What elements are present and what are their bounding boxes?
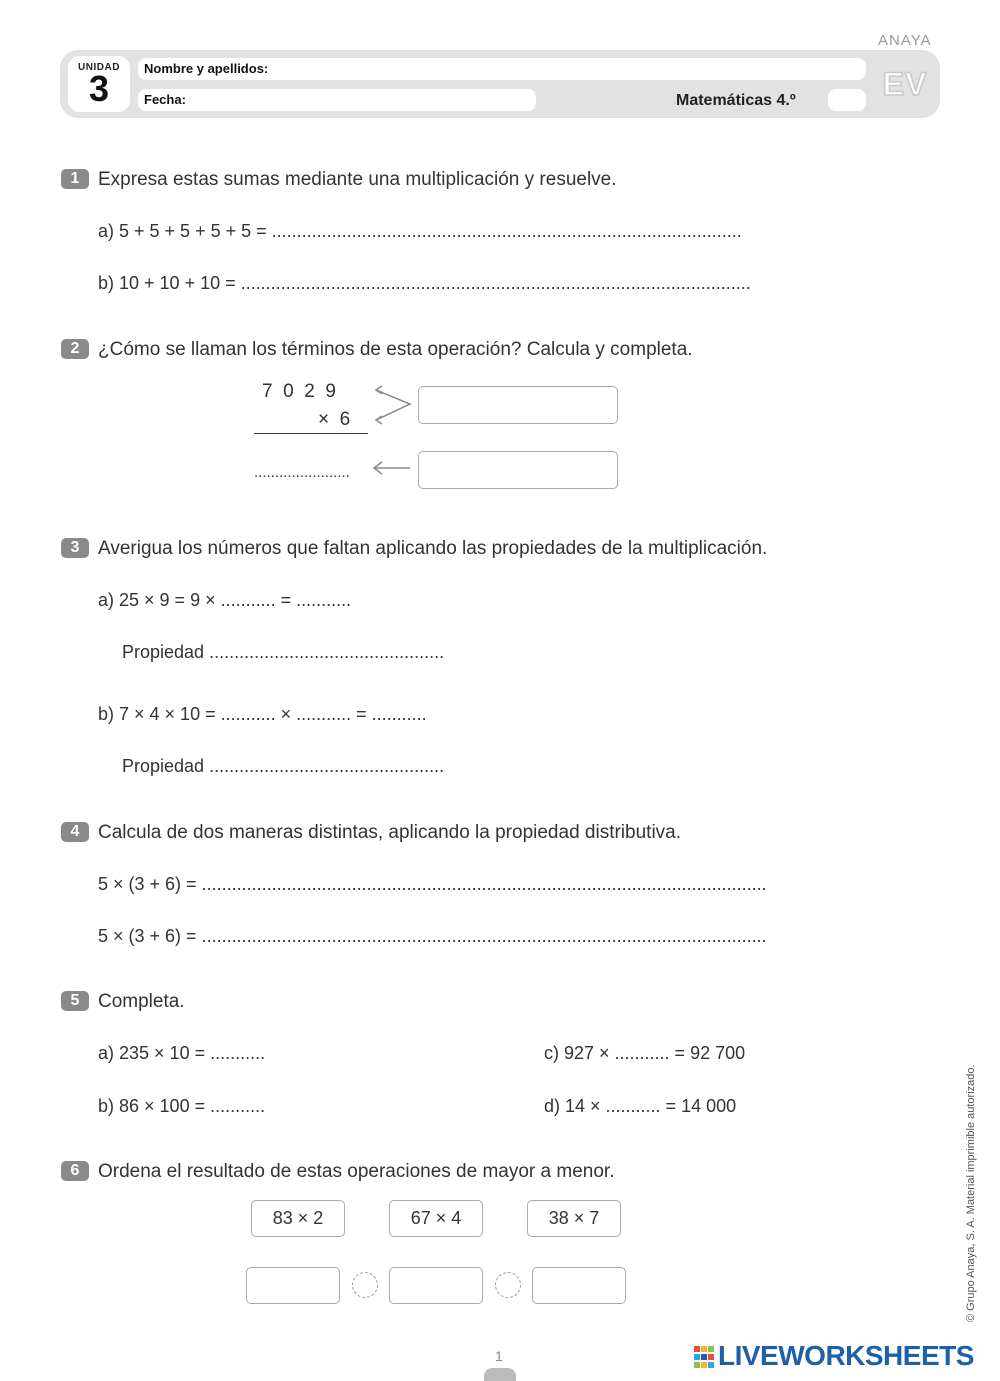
q5-item-b[interactable]: b) 86 × 100 = ........... bbox=[98, 1096, 266, 1116]
name-label: Nombre y apellidos: bbox=[144, 61, 269, 76]
multiplier: × 6 bbox=[318, 409, 351, 430]
page-number: 1 bbox=[495, 1348, 503, 1364]
q4-line-2[interactable]: 5 × (3 + 6) = ................................................................................................................. bbox=[98, 926, 767, 946]
ev-badge: EV bbox=[876, 58, 934, 110]
liveworksheets-logo-icon bbox=[694, 1346, 714, 1368]
product-blank[interactable]: ....................... bbox=[254, 464, 350, 481]
product-answer-box[interactable] bbox=[418, 451, 618, 489]
q5-item-a[interactable]: a) 235 × 10 = ........... bbox=[98, 1043, 266, 1063]
grade-field[interactable] bbox=[828, 89, 866, 111]
question-3-title: Averigua los números que faltan aplicando las propiedades de la multiplicación. bbox=[98, 538, 768, 559]
order-answer-box-1[interactable] bbox=[246, 1267, 340, 1304]
question-number-5: 5 bbox=[61, 991, 89, 1011]
q3-property-a[interactable]: Propiedad ............................................... bbox=[122, 642, 445, 662]
q2-arrows bbox=[370, 384, 420, 480]
name-field[interactable] bbox=[138, 58, 866, 80]
operation-box-3: 38 × 7 bbox=[527, 1200, 621, 1237]
date-label: Fecha: bbox=[144, 92, 186, 107]
multiplication-rule bbox=[254, 433, 368, 434]
question-number-3: 3 bbox=[61, 538, 89, 558]
page-tab bbox=[484, 1368, 516, 1381]
question-number-6: 6 bbox=[61, 1161, 89, 1181]
operation-box-2: 67 × 4 bbox=[389, 1200, 483, 1237]
factors-answer-box[interactable] bbox=[418, 386, 618, 424]
comparison-circle-2[interactable] bbox=[495, 1272, 521, 1298]
question-number-1: 1 bbox=[61, 169, 89, 189]
bracket-arrow-icon bbox=[376, 390, 410, 420]
question-2-title: ¿Cómo se llaman los términos de esta operación? Calcula y completa. bbox=[98, 339, 693, 360]
q1-item-b[interactable]: b) 10 + 10 + 10 = ...................................................................................................... bbox=[98, 273, 751, 293]
question-1-title: Expresa estas sumas mediante una multiplicación y resuelve. bbox=[98, 169, 617, 190]
q4-line-1[interactable]: 5 × (3 + 6) = ................................................................................................................. bbox=[98, 874, 767, 894]
date-field[interactable] bbox=[138, 89, 536, 111]
publisher-logo: ANAYA bbox=[878, 32, 932, 49]
question-number-4: 4 bbox=[61, 822, 89, 842]
question-number-2: 2 bbox=[61, 339, 89, 359]
liveworksheets-brand[interactable]: LIVEWORKSHEETS bbox=[718, 1340, 974, 1371]
q5-item-d[interactable]: d) 14 × ........... = 14 000 bbox=[544, 1096, 737, 1116]
question-6-title: Ordena el resultado de estas operaciones de mayor a menor. bbox=[98, 1161, 615, 1182]
subject-label: Matemáticas 4.º bbox=[676, 92, 796, 109]
copyright-notice: © Grupo Anaya, S. A. Material imprimible autorizado. bbox=[965, 1064, 977, 1322]
order-answer-box-2[interactable] bbox=[389, 1267, 483, 1304]
operation-box-1: 83 × 2 bbox=[251, 1200, 345, 1237]
q3-item-b[interactable]: b) 7 × 4 × 10 = ........... × ........... = ........... bbox=[98, 704, 427, 724]
question-4-title: Calcula de dos maneras distintas, aplicando la propiedad distributiva. bbox=[98, 822, 682, 843]
q3-item-a[interactable]: a) 25 × 9 = 9 × ........... = ........... bbox=[98, 590, 352, 610]
multiplicand: 7 0 2 9 bbox=[262, 381, 336, 402]
unit-label: UNIDAD bbox=[78, 62, 120, 73]
question-5-title: Completa. bbox=[98, 991, 185, 1012]
comparison-circle-1[interactable] bbox=[352, 1272, 378, 1298]
q5-item-c[interactable]: c) 927 × ........... = 92 700 bbox=[544, 1043, 746, 1063]
unit-badge bbox=[68, 56, 130, 112]
order-answer-box-3[interactable] bbox=[532, 1267, 626, 1304]
q3-property-b[interactable]: Propiedad ............................................... bbox=[122, 756, 445, 776]
unit-number: 3 bbox=[88, 68, 110, 109]
q1-item-a[interactable]: a) 5 + 5 + 5 + 5 + 5 = .............................................................................................. bbox=[98, 221, 742, 241]
